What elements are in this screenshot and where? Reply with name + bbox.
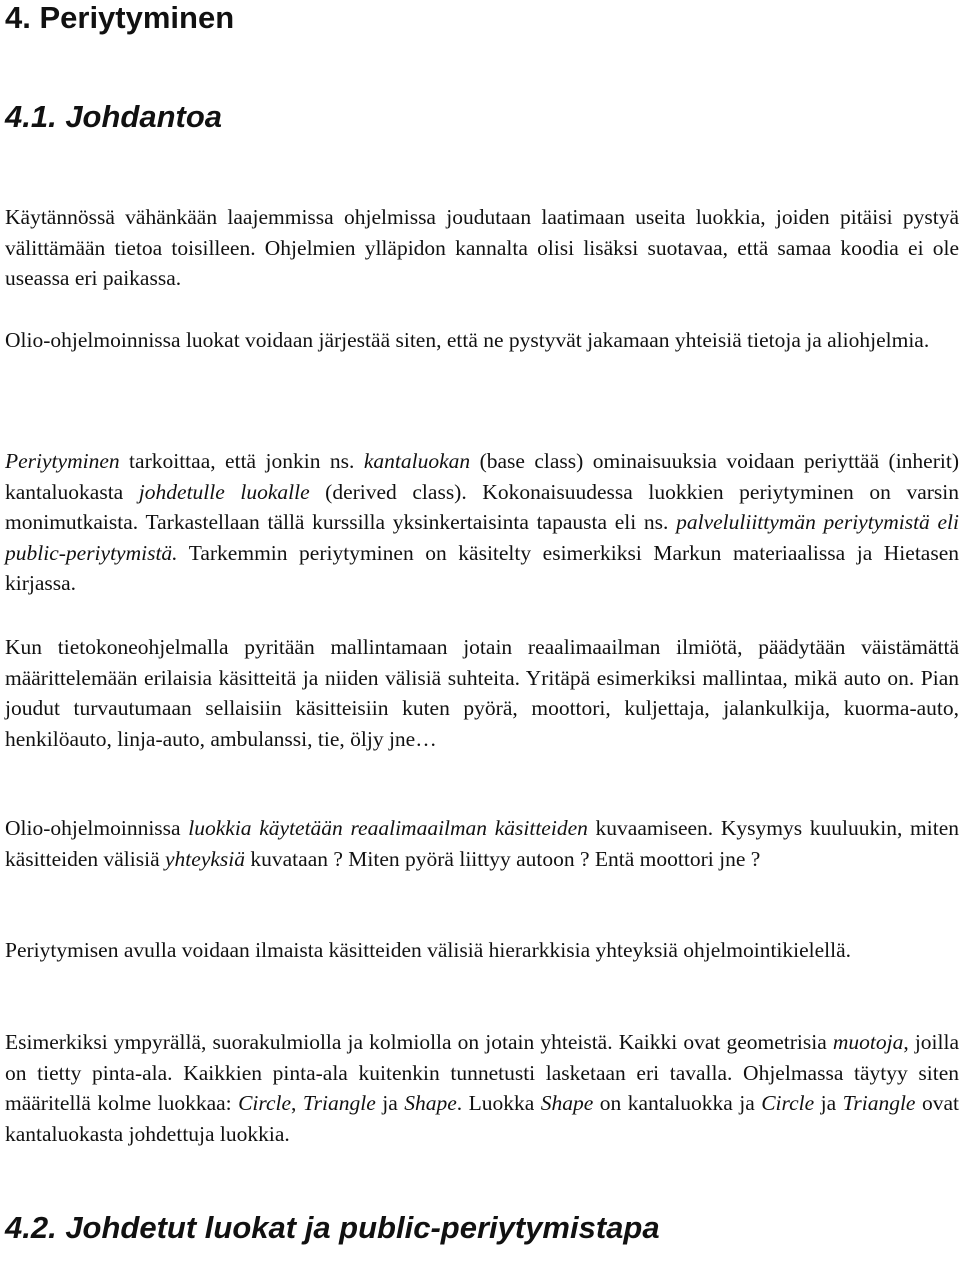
emphasis-muotoja: muotoja xyxy=(832,1030,904,1054)
text-span: kuvataan ? Miten pyörä liittyy autoon ? Entä moottori jne ? xyxy=(245,846,761,871)
class-name-circle: Circle xyxy=(238,1091,292,1115)
text-span: Esimerkiksi ympyrällä, suorakulmiolla ja kolmiolla on jotain yhteistä. Kaikki ovat geometrisia xyxy=(5,1030,833,1054)
class-name-circle: Circle xyxy=(761,1091,815,1115)
class-name-shape: Shape xyxy=(540,1091,594,1115)
class-name-triangle: Triangle xyxy=(842,1091,916,1115)
paragraph-intro: Käytännössä vähänkään laajemmissa ohjelmissa joudutaan laatimaan useita luokkia, joiden pitäisi pystyä välittämään tietoa toisilleen. Ohjelmien ylläpidon kannalta olisi lisäksi suotavaa, että samaa koodia ei ole useassa eri paikassa. xyxy=(5,205,959,290)
term-periytyminen: Periytyminen xyxy=(5,449,120,473)
class-name-triangle: Triangle xyxy=(302,1091,376,1115)
text-span: ja xyxy=(814,1091,843,1115)
term-kantaluokka: kantaluokan xyxy=(363,449,471,473)
paragraph-hierarchy: Periytymisen avulla voidaan ilmaista käsitteiden välisiä hierarkkisia yhteyksiä ohjelmointikielellä. xyxy=(5,938,852,962)
paragraph-shapes-example xyxy=(5,1027,959,1149)
paragraph-oop-concepts xyxy=(5,813,959,874)
paragraph-inheritance-definition xyxy=(5,446,959,599)
text-span: (base class) ominaisuuksia voidaan periyttää (inherit) kantaluokasta xyxy=(5,449,959,504)
text-span: . Luokka xyxy=(456,1091,541,1115)
paragraph-classes: Olio-ohjelmoinnissa luokat voidaan järjestää siten, että ne pystyvät jakamaan yhteisiä tietoja ja aliohjelmia. xyxy=(5,328,930,352)
chapter-heading: 4. Periytyminen xyxy=(5,0,235,35)
text-span: ja xyxy=(375,1091,405,1115)
text-span: (derived class). Kokonaisuudessa luokkien periytyminen on varsin monimutkaista. Tarkastellaan tällä kurssilla yksinkertaisinta tapausta eli ns. xyxy=(5,479,959,534)
text-span: tarkoittaa, että jonkin ns. xyxy=(119,449,364,473)
paragraph-modeling: Kun tietokoneohjelmalla pyritään mallintamaan jotain reaalimaailman ilmiötä, päädytään väistämättä määrittelemään erilaisia käsitteitä ja niiden välisiä suhteita. Yritäpä esimerkiksi mallintaa, mikä auto on. Pian joudut turvautumaan sellaisiin käsitteisiin kuten pyörä, moottori, kuljettaja, jalankulkija, kuorma-auto, henkilöauto, linja-auto, ambulanssi, tie, öljy jne… xyxy=(5,635,959,751)
term-johdettu-luokka: johdetulle luokalle xyxy=(138,479,310,504)
emphasis-classes-concepts: luokkia käytetään reaalimaailman käsitteiden xyxy=(188,816,588,840)
emphasis-yhteyksia: yhteyksiä xyxy=(165,846,246,871)
term-public-periytyminen: palveluliittymän periytymistä eli public-periytymistä. xyxy=(5,510,959,565)
text-span: , joilla on tietty pinta-ala. Kaikkien pinta-ala kuitenkin tunnetusti lasketaan eri tavalla. Ohjelmassa täytyy siten määritellä kolme luokkaa: xyxy=(5,1030,960,1115)
text-span: , xyxy=(291,1091,303,1115)
text-span: Tarkemmin periytyminen on käsitelty esimerkiksi Markun materiaalissa ja Hietasen kirjassa. xyxy=(5,540,959,595)
section-heading-derived-classes: 4.2. Johdetut luokat ja public-periytymistapa xyxy=(5,1210,660,1245)
text-span: ovat kantaluokasta johdettuja luokkia. xyxy=(5,1091,959,1146)
text-span: on kantaluokka ja xyxy=(593,1091,762,1115)
class-name-shape: Shape xyxy=(404,1091,457,1115)
text-span: Olio-ohjelmoinnissa xyxy=(5,816,189,840)
section-heading-introduction: 4.1. Johdantoa xyxy=(5,99,223,134)
text-span: kuvaamiseen. Kysymys kuuluukin, miten käsitteiden välisiä xyxy=(5,816,959,871)
